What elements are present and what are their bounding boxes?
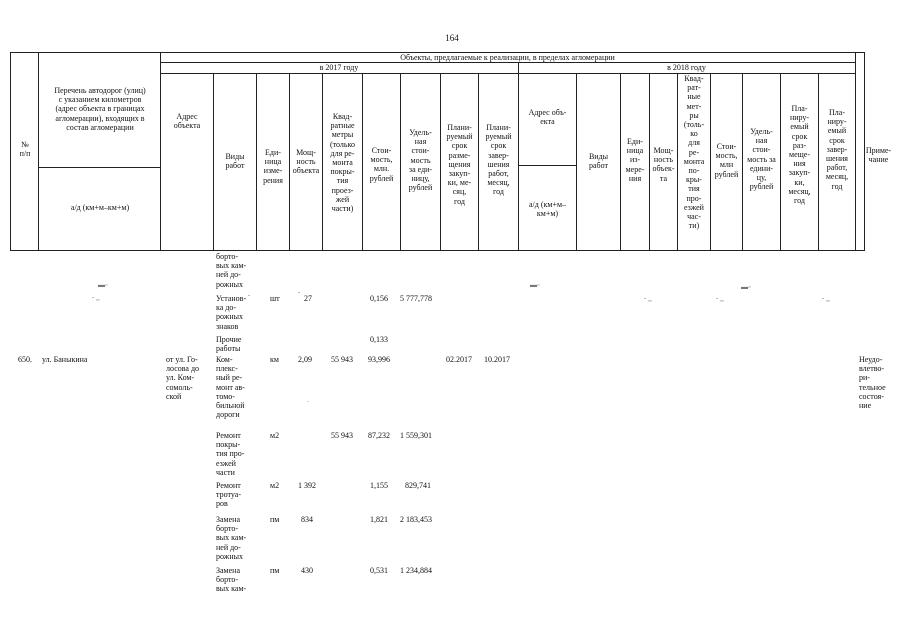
header-capacity: Мощ- ность объекта	[292, 148, 320, 176]
sqm-cell: 55 943	[331, 355, 353, 364]
capacity-cell: 834	[301, 515, 313, 524]
header-plan-place: Плани- руемый срок разме- щения закуп- ки, ме- сяц, год	[446, 123, 473, 206]
header-plan-end-2018: Пла- ниру- емый срок завер- шения работ, месяц, год	[825, 108, 849, 191]
header-note: Приме- чание	[865, 146, 892, 165]
capacity-cell: 430	[301, 566, 313, 575]
header-plan-place-2018: Пла- ниру- емый срок раз- меще- ния закуп- ки, месяц, год	[788, 104, 811, 206]
header-list-roads: Перечень автодорог (улиц) с указанием километров (адрес объекта в границах агломерации), входящих в состав агломерации	[54, 86, 146, 132]
header-cost: Стои- мость, млн. рублей	[369, 146, 394, 183]
work-type-cell: Замена борто- вых кам-	[216, 566, 247, 594]
header-plan-end: Плани- руемый срок завер- шения работ, месяц, год	[485, 123, 512, 197]
header-unit-2018: Еди- ница из- мере- ния	[625, 137, 645, 183]
capacity-cell: 2,09	[298, 355, 312, 364]
unit-cell: шт	[270, 294, 280, 303]
work-type-cell: Прочие работы	[216, 335, 242, 354]
work-type-cell: Ремонт тротуа- ров	[216, 481, 241, 509]
cost-cell: 1,155	[370, 481, 388, 490]
unit-cell: пм	[270, 515, 280, 524]
road-name: ул. Баныкина	[42, 355, 88, 364]
unit-cell: м2	[270, 481, 280, 490]
header-year-2018: в 2018 году	[667, 63, 706, 72]
object-address: от ул. Го- лосова до ул. Ком- сомоль- ской	[166, 355, 200, 401]
header-works-2018: Виды работ	[588, 152, 609, 171]
header-unit: Еди- ница изме- рения	[263, 148, 283, 185]
cost-cell: 1,821	[370, 515, 388, 524]
capacity-cell: 1 392	[298, 481, 316, 490]
cost-cell: 0,133	[370, 335, 388, 344]
page-number: 164	[445, 33, 459, 43]
capacity-cell: 27	[304, 294, 312, 303]
header-objects-title: Объекты, предлагаемые к реализации, в пределах агломерации	[400, 53, 615, 62]
work-type-cell: борто- вых кам- ней до- рожных	[216, 252, 247, 289]
plan-place-cell: 02.2017	[446, 355, 472, 364]
sqm-cell: 55 943	[331, 431, 353, 440]
header-address: Адрес объекта	[173, 112, 201, 131]
unit-cost-cell: 1 559,301	[400, 431, 432, 440]
header-num: № п/п	[19, 140, 31, 159]
cost-cell: 87,232	[368, 431, 390, 440]
work-type-cell: Ком- плекс- ный ре- монт ав- томо- бильной дороги	[216, 355, 245, 420]
header-list-roads-sub: а/д (км+м–км+м)	[70, 203, 130, 212]
row-number: 650.	[18, 355, 32, 364]
cost-cell: 0,531	[370, 566, 388, 575]
unit-cost-cell: 2 183,453	[400, 515, 432, 524]
unit-cost-cell: 1 234,884	[400, 566, 432, 575]
work-type-cell: Ремонт покры- тия про- езжей части	[216, 431, 245, 477]
header-address-2018: Адрес объ- екта	[528, 108, 567, 127]
header-sqm-2018: Квад- рат- ные мет- ры (толь- ко для ре- монта по- кры- тия про- езжей час- ти)	[683, 74, 705, 231]
cost-cell: 93,996	[368, 355, 390, 364]
work-type-cell: Замена борто- вых кам- ней до- рожных	[216, 515, 247, 561]
plan-end-cell: 10.2017	[484, 355, 510, 364]
unit-cell: пм	[270, 566, 280, 575]
header-capacity-2018: Мощ- ность объек- та	[652, 146, 675, 183]
unit-cost-cell: 829,741	[405, 481, 431, 490]
header-address-2018-sub: а/д (км+м– км+м)	[528, 200, 567, 219]
header-unit-cost: Удель- ная стои- мость за еди- ницу, рублей	[408, 128, 433, 193]
note-cell: Неудо- влетво- ри- тельное состоя- ние	[859, 355, 886, 411]
header-sqm: Квад- ратные метры (только для ре- монта покры- тия проез- жей части)	[329, 112, 356, 214]
header-year-2017: в 2017 году	[319, 63, 359, 72]
cost-cell: 0,156	[370, 294, 388, 303]
header-works: Виды работ	[225, 152, 245, 171]
header-cost-2018: Стои- мость, млн рублей	[714, 142, 739, 179]
header-unit-cost-2018: Удель- ная стои- мость за едини- цу, рублей	[747, 127, 776, 192]
unit-cell: км	[270, 355, 279, 364]
unit-cost-cell: 5 777,778	[400, 294, 432, 303]
unit-cell: м2	[270, 431, 280, 440]
work-type-cell: Установ- ка до- рожных знаков	[216, 294, 247, 331]
